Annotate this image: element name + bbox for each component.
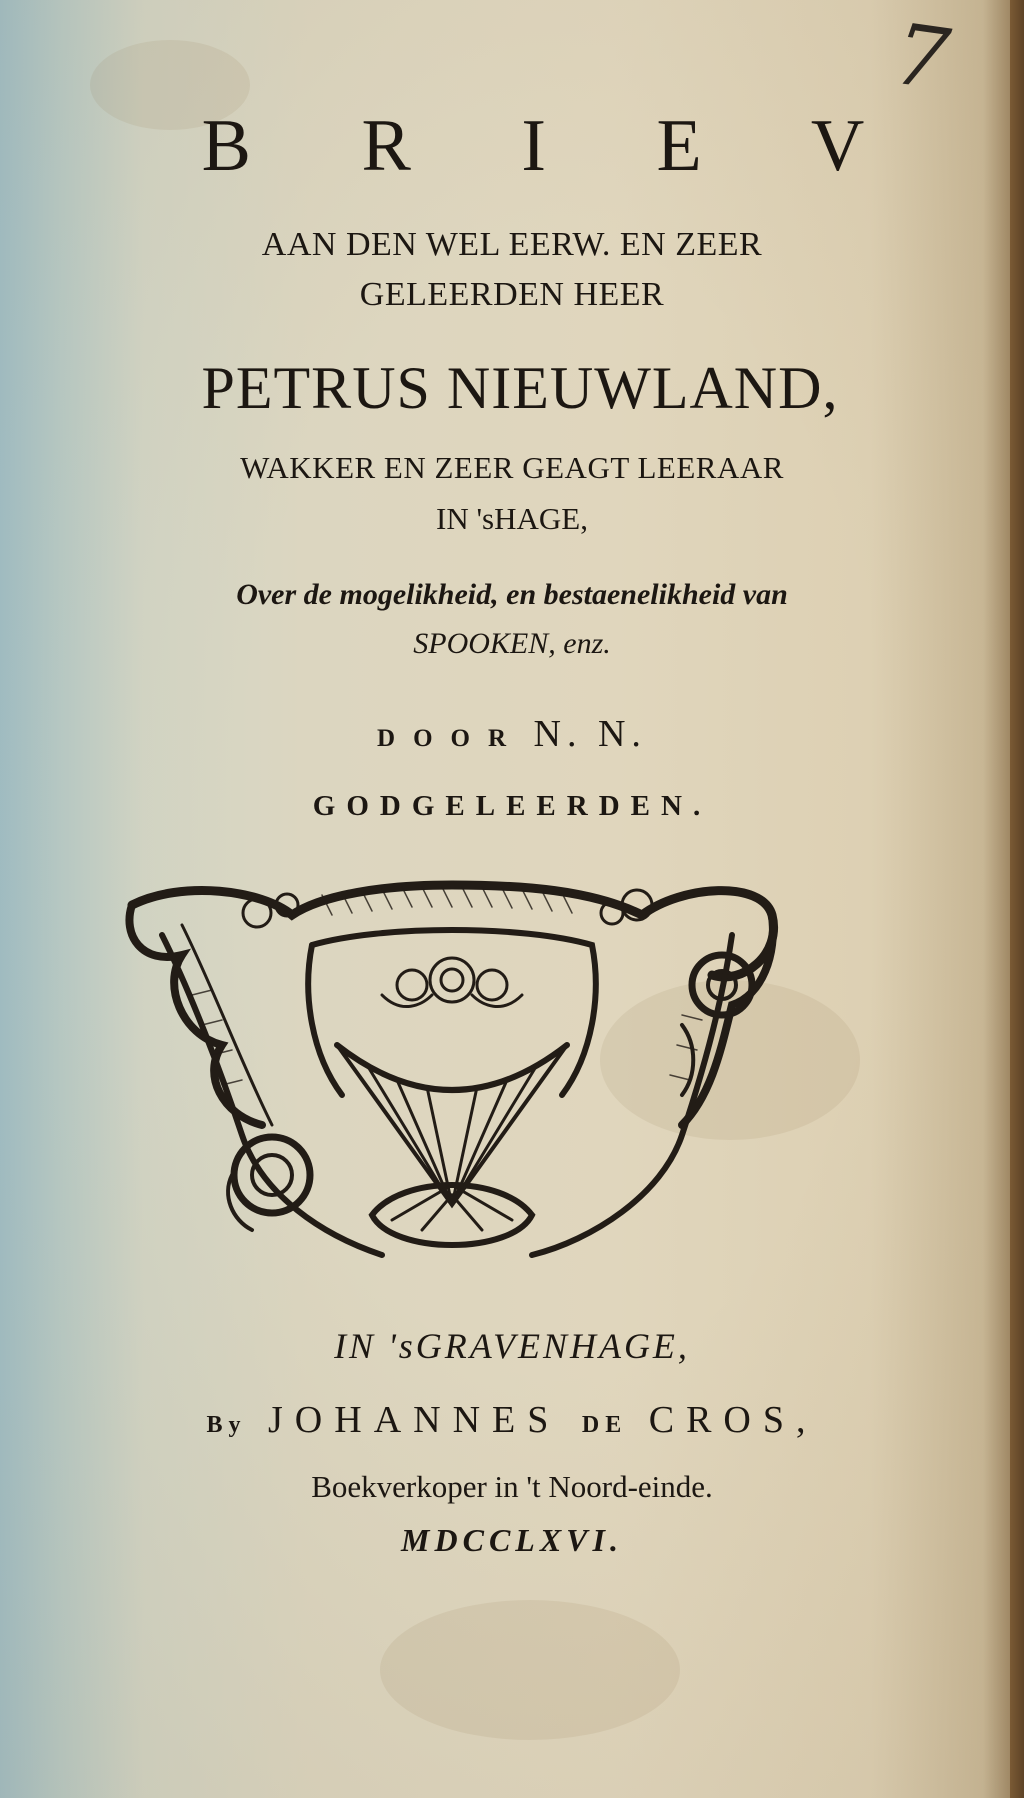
- subject-line-1: Over de mogelikheid, en bestaenelikheid van: [236, 578, 788, 611]
- author-line: [0, 712, 1024, 756]
- page-number: 7: [888, 4, 956, 110]
- printer-last-name: CROS,: [648, 1399, 818, 1441]
- author-degree: GODGELEERDEN.: [312, 790, 712, 822]
- printer-first-name: JOHANNES: [268, 1399, 561, 1441]
- subject-line-2: SPOOKEN, enz.: [413, 627, 611, 660]
- printer-by: By: [206, 1412, 247, 1438]
- printer-de: DE: [581, 1412, 628, 1438]
- imprint-printer: [0, 1398, 1024, 1442]
- imprint-year: MDCCLXVI.: [401, 1522, 623, 1558]
- author-prefix: DOOR: [377, 725, 525, 752]
- addressee-name: PETRUS NIEUWLAND,: [201, 355, 839, 421]
- page-title: B R I E V: [201, 105, 911, 187]
- addressee-role: WAKKER EN ZEER GEAGT LEERAAR: [240, 450, 784, 485]
- imprint-city: IN 'sGRAVENHAGE,: [334, 1326, 690, 1366]
- author-initials: N. N.: [533, 713, 647, 755]
- addressee-place: IN 'sHAGE,: [436, 501, 588, 536]
- imprint-shop: Boekverkoper in 't Noord-einde.: [311, 1469, 713, 1504]
- foxing-stain: [380, 1600, 680, 1740]
- rococo-cartouche-ornament: [122, 875, 782, 1285]
- addressee-line-1: AAN DEN WEL EERW. EN ZEER: [261, 226, 763, 263]
- addressee-line-2: GELEERDEN HEER: [359, 276, 665, 313]
